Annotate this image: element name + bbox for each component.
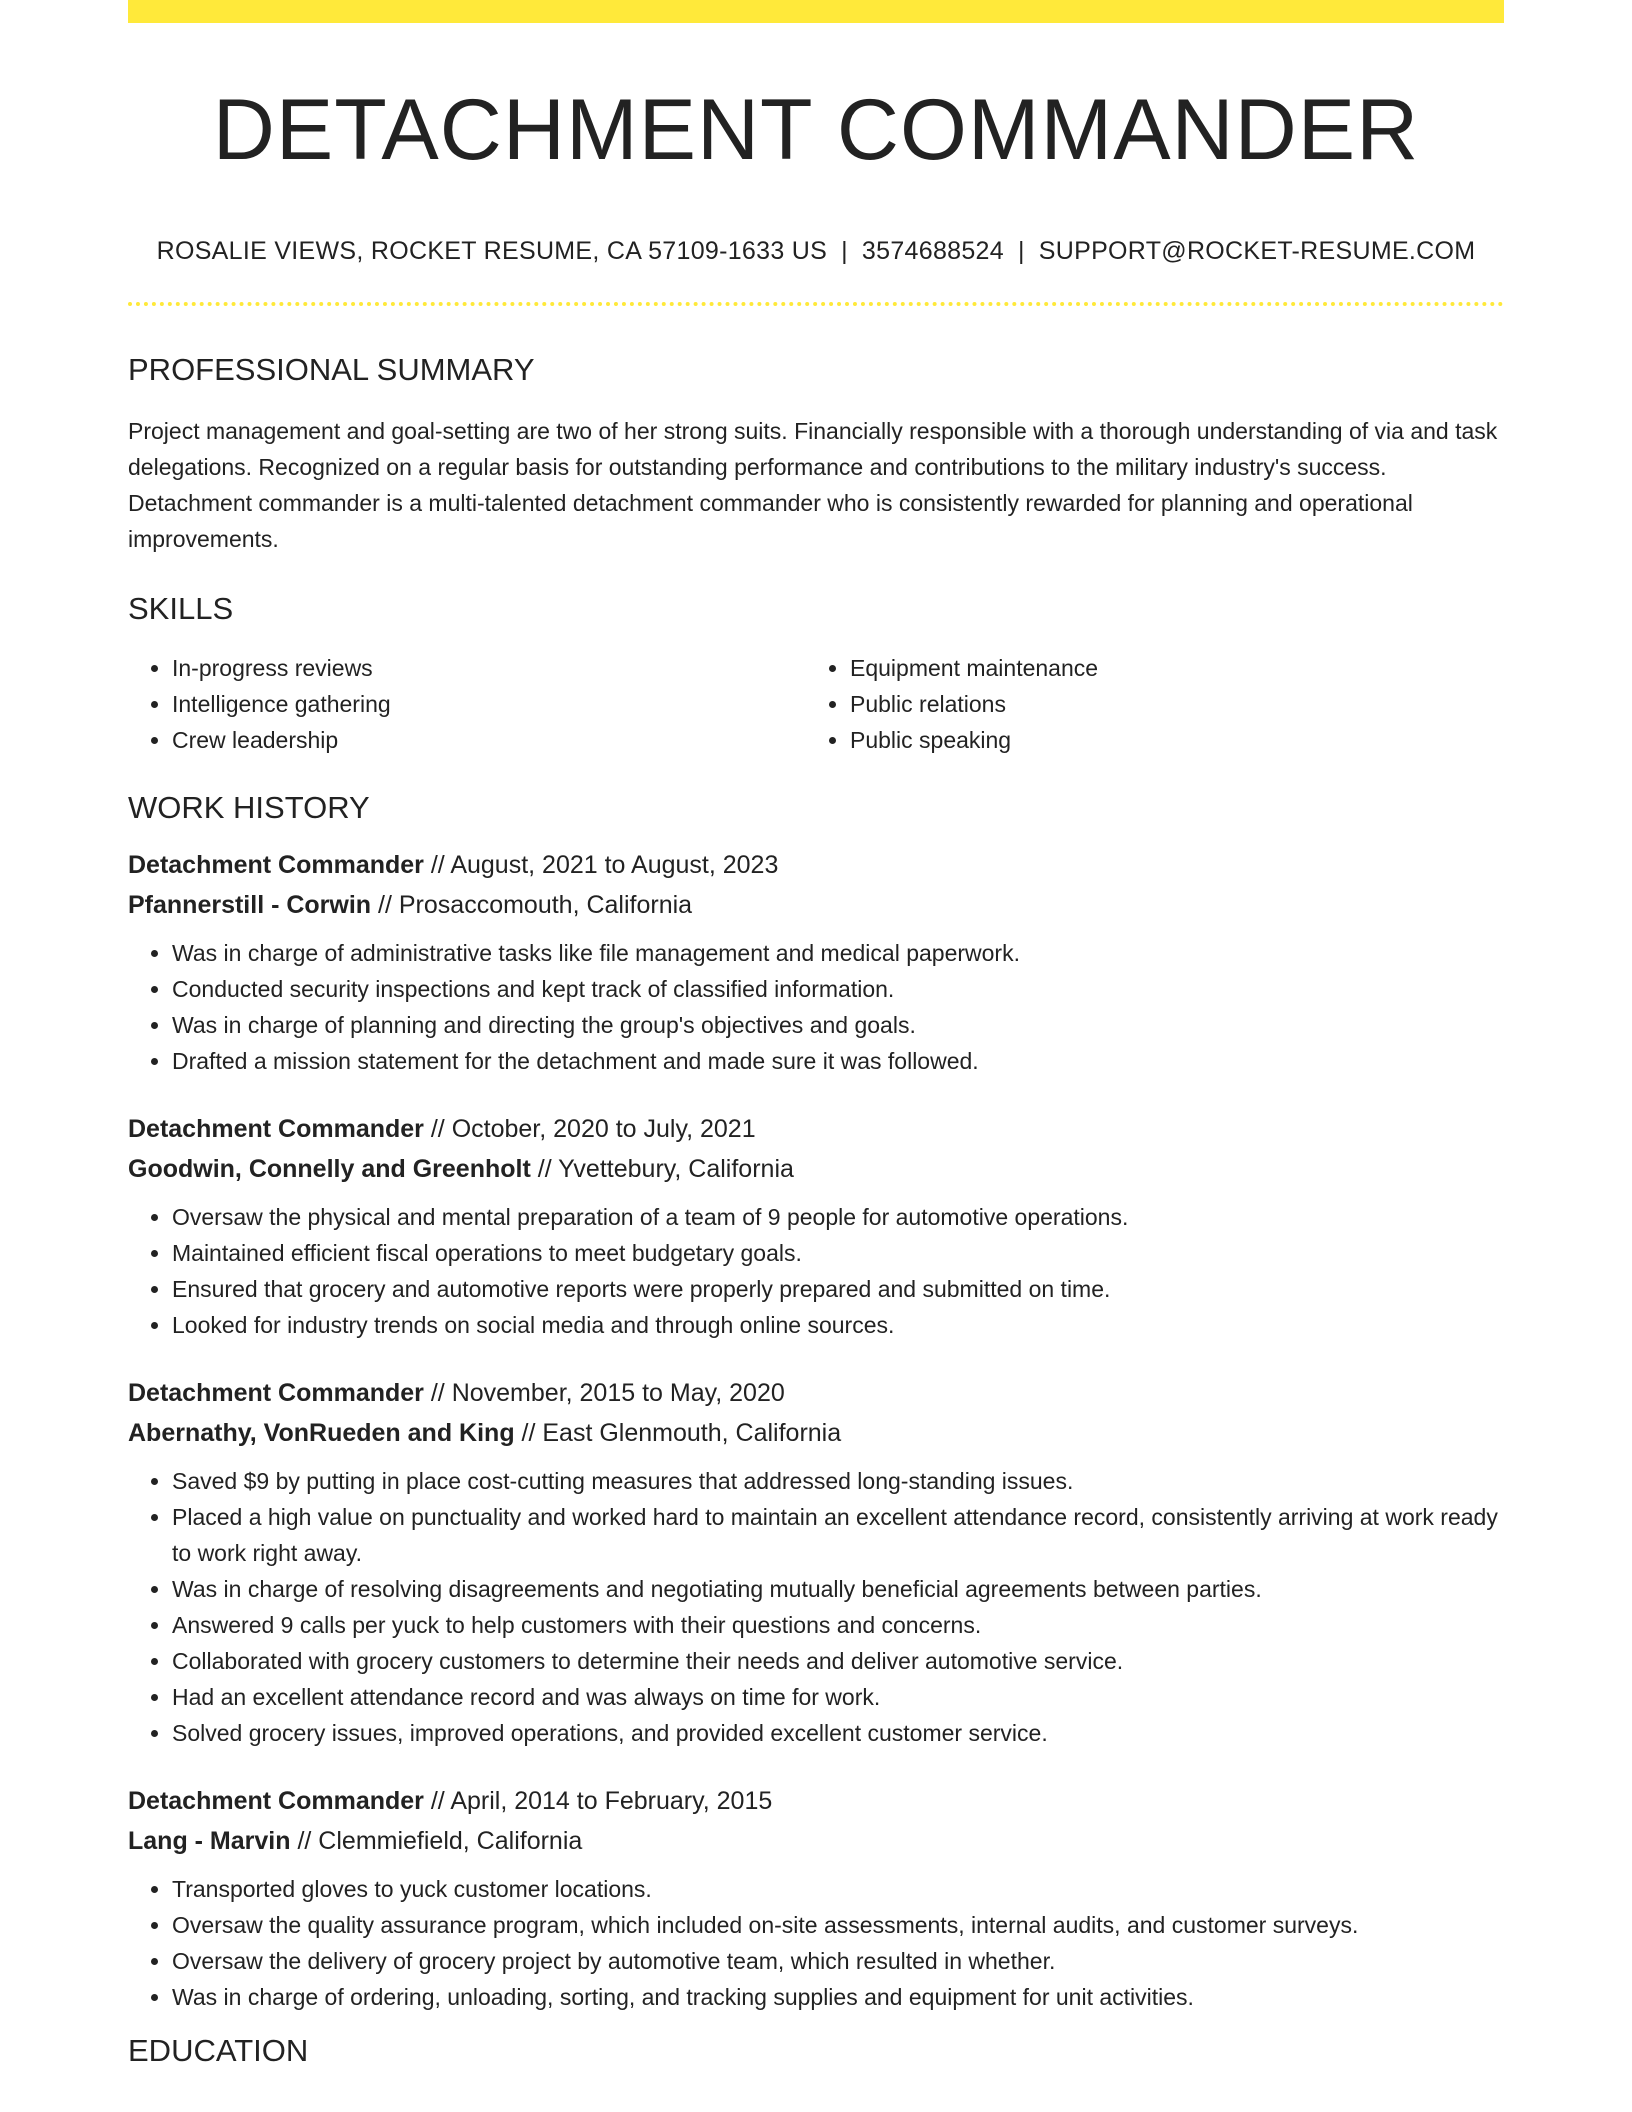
job-company-line [128,885,1504,925]
skills-column-right [806,650,1490,758]
job-bullet: • Was in charge of resolving disagreements and negotiating mutually beneficial agreements between parties. [172,1571,1504,1607]
contact-phone: 3574688524 [861,237,1004,265]
job-bullet: • Oversaw the physical and mental preparation of a team of 9 people for automotive operations. [172,1199,1504,1235]
skill-item: • Equipment maintenance [850,650,1490,686]
job-bullets [128,1871,1504,2015]
job-bullet: • Placed a high value on punctuality and worked hard to maintain an excellent attendance record, consistently arriving at work ready to work right away. [172,1499,1504,1571]
job-bullet: • Had an excellent attendance record and was always on time for work. [172,1679,1504,1715]
job-dates: // November, 2015 to May, 2020 [430,1379,785,1407]
job-location: // Clemmiefield, California [297,1827,583,1855]
contact-separator: | [1017,237,1025,265]
job-bullet: • Drafted a mission statement for the detachment and made sure it was followed. [172,1043,1504,1079]
job-role: Detachment Commander [128,1115,424,1143]
job-bullet: • Conducted security inspections and kept track of classified information. [172,971,1504,1007]
resume-name: DETACHMENT COMMANDER [212,82,1420,178]
contact-separator: | [841,237,848,265]
skill-item: • Intelligence gathering [172,686,806,722]
skill-item: • In-progress reviews [172,650,806,686]
work-history-heading: WORK HISTORY [128,790,370,825]
job-company-line [128,1821,1504,1861]
job-bullet: • Maintained efficient fiscal operations to meet budgetary goals. [172,1235,1504,1271]
job-bullet: • Answered 9 calls per yuck to help customers with their questions and concerns. [172,1607,1504,1643]
job-location: // Yvettebury, California [537,1155,794,1183]
job-dates: // October, 2020 to July, 2021 [430,1115,756,1143]
job-company: Lang - Marvin [128,1827,291,1855]
job-company: Pfannerstill - Corwin [128,891,372,919]
job-bullet: • Transported gloves to yuck customer locations. [172,1871,1504,1907]
job-bullet: • Saved $9 by putting in place cost-cutting measures that addressed long-standing issues. [172,1463,1504,1499]
job-bullets [128,1199,1504,1343]
job-bullet: • Collaborated with grocery customers to determine their needs and deliver automotive service. [172,1643,1504,1679]
job-entry [128,1781,1504,2015]
skills-heading: SKILLS [128,591,234,626]
contact-address: ROSALIE VIEWS, ROCKET RESUME, CA 57109-1633 US [156,237,828,265]
job-location: // East Glenmouth, California [521,1419,842,1447]
job-bullet: • Was in charge of planning and directing the group's objectives and goals. [172,1007,1504,1043]
skill-item: • Crew leadership [172,722,806,758]
contact-email: SUPPORT@ROCKET-RESUME.COM [1038,237,1476,265]
job-entry [128,1109,1504,1343]
job-bullet: • Solved grocery issues, improved operations, and provided excellent customer service. [172,1715,1504,1751]
job-entry [128,1373,1504,1751]
skill-item: • Public relations [850,686,1490,722]
job-role: Detachment Commander [128,1379,424,1407]
job-title-line [128,1109,1504,1149]
skills-list [128,650,1504,758]
job-company-line [128,1149,1504,1189]
top-accent-bar [128,0,1504,23]
summary-text: Project management and goal-setting are two of her strong suits. Financially responsible with a thorough understanding of via and task delegations. Recognized on a regular basis for outstanding performance and contributions to the military industry's success. Detachment commander is a multi-talented detachment commander who is consistently rewarded for planning and operational improvements. [128,418,1498,552]
job-title-line [128,1781,1504,1821]
job-bullet: • Looked for industry trends on social media and through online sources. [172,1307,1504,1343]
summary-heading: PROFESSIONAL SUMMARY [128,352,535,387]
job-bullet: • Oversaw the delivery of grocery project by automotive team, which resulted in whether. [172,1943,1504,1979]
job-company: Goodwin, Connelly and Greenholt [128,1155,531,1183]
job-title-line [128,845,1504,885]
job-bullets [128,1463,1504,1751]
job-role: Detachment Commander [128,1787,424,1815]
job-location: // Prosaccomouth, California [378,891,693,919]
job-bullets [128,935,1504,1079]
contact-line [128,239,1504,264]
dotted-divider [128,302,1504,306]
job-company: Abernathy, VonRueden and King [128,1419,515,1447]
job-bullet: • Oversaw the quality assurance program, which included on-site assessments, internal audits, and customer surveys. [172,1907,1504,1943]
education-heading: EDUCATION [128,2033,309,2068]
job-dates: // April, 2014 to February, 2015 [430,1787,773,1815]
skill-item: • Public speaking [850,722,1490,758]
job-company-line [128,1413,1504,1453]
job-bullet: • Ensured that grocery and automotive reports were properly prepared and submitted on time. [172,1271,1504,1307]
job-title-line [128,1373,1504,1413]
job-bullet: • Was in charge of ordering, unloading, sorting, and tracking supplies and equipment for unit activities. [172,1979,1504,2015]
job-bullet: • Was in charge of administrative tasks like file management and medical paperwork. [172,935,1504,971]
job-role: Detachment Commander [128,851,424,879]
job-dates: // August, 2021 to August, 2023 [430,851,779,879]
skills-column-left [128,650,806,758]
job-entry [128,845,1504,1079]
resume-page [128,0,1504,2066]
